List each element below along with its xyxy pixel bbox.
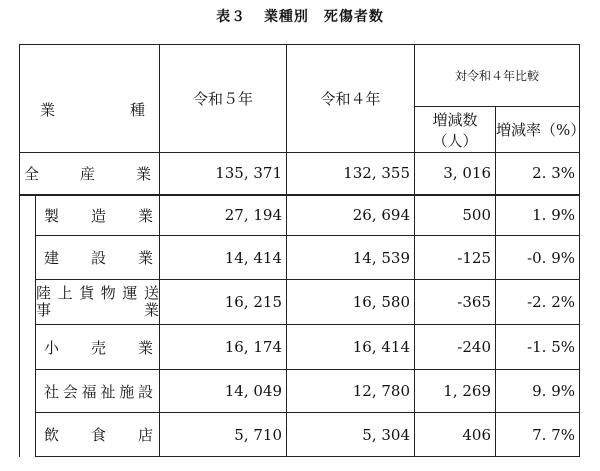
row-r4: 26, 694 [287, 195, 415, 236]
row-r4: 16, 580 [287, 280, 415, 325]
header-r5: 令和５年 [160, 45, 287, 153]
row-rate: -0. 9% [496, 236, 580, 280]
header-r4: 令和４年 [287, 45, 415, 153]
row-r5: 27, 194 [160, 195, 287, 236]
row-r4: 14, 539 [287, 236, 415, 280]
total-r4: 132, 355 [287, 153, 415, 195]
row-diff: 500 [415, 195, 496, 236]
row-diff: 406 [415, 413, 496, 457]
row-rate: -2. 2% [496, 280, 580, 325]
header-industry-label: 業 種 [40, 101, 145, 119]
row-r5: 14, 049 [160, 370, 287, 413]
injury-table [19, 44, 586, 457]
row-rate: 1. 9% [496, 195, 580, 236]
row-diff: 1, 269 [415, 370, 496, 413]
row-name: 陸 上 貨 物 運 送 事 業 [36, 280, 160, 325]
row-diff: -240 [415, 325, 496, 370]
indent-cell [20, 195, 36, 457]
row-r5: 14, 414 [160, 236, 287, 280]
table-caption: 業種別 死傷者数 [263, 9, 384, 25]
row-name: 小 売 業 [36, 325, 160, 370]
row-diff: -365 [415, 280, 496, 325]
header-rate: 増減率（%） [496, 107, 580, 153]
table-row [20, 195, 580, 236]
row-rate: 7. 7% [496, 413, 580, 457]
total-rate: 2. 3% [496, 153, 580, 195]
header-diff: 増減数（人） [415, 107, 496, 153]
table-title [0, 6, 600, 26]
row-r5: 16, 215 [160, 280, 287, 325]
row-rate: -1. 5% [496, 325, 580, 370]
total-r5: 135, 371 [160, 153, 287, 195]
row-r5: 16, 174 [160, 325, 287, 370]
row-diff: -125 [415, 236, 496, 280]
row-name: 建 設 業 [36, 236, 160, 280]
row-name: 社 会 福 祉 施 設 [36, 370, 160, 413]
row-name: 飲 食 店 [36, 413, 160, 457]
row-r5: 5, 710 [160, 413, 287, 457]
table-number: 表３ [216, 9, 247, 25]
total-name: 全 産 業 [20, 153, 160, 195]
header-industry [20, 45, 160, 153]
row-r4: 12, 780 [287, 370, 415, 413]
table-row [20, 236, 580, 280]
row-r4: 16, 414 [287, 325, 415, 370]
row-name: 製 造 業 [36, 195, 160, 236]
table-row [20, 413, 580, 457]
header-compare: 対令和４年比較 [415, 45, 580, 107]
header-row-1 [20, 45, 580, 107]
row-r4: 5, 304 [287, 413, 415, 457]
table-row-total [20, 153, 580, 195]
table-row [20, 325, 580, 370]
total-diff: 3, 016 [415, 153, 496, 195]
table-row [20, 370, 580, 413]
row-rate: 9. 9% [496, 370, 580, 413]
table-row [20, 280, 580, 325]
